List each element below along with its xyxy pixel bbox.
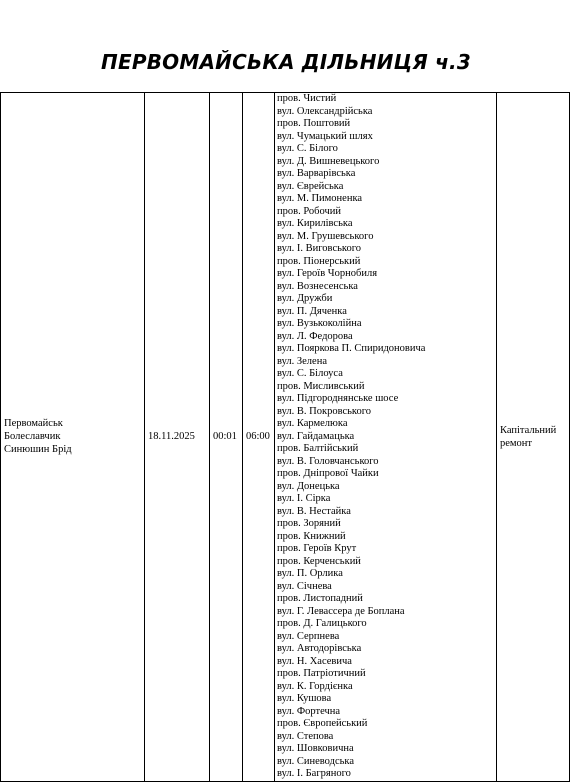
street-item: пров. Піонерський bbox=[277, 255, 361, 267]
street-item: вул. Г. Левассера де Боплана bbox=[277, 605, 405, 617]
street-item: пров. Листопадний bbox=[277, 593, 363, 604]
locality-name: Синюшин Брід bbox=[4, 444, 72, 456]
reason-text: ремонт bbox=[500, 437, 533, 449]
street-item: вул. В. Головчанського bbox=[277, 455, 379, 467]
street-item: вул. Вузькоколійна bbox=[277, 318, 362, 329]
street-item: пров. Поштовий bbox=[277, 118, 351, 129]
reason-text: Капітальний bbox=[500, 424, 557, 436]
street-item: пров. Книжний bbox=[277, 530, 346, 542]
page-title: ПЕРВОМАЙСЬКА ДІЛЬНИЦЯ ч.3 bbox=[101, 50, 471, 74]
street-item: вул. І. Виговського bbox=[277, 243, 361, 254]
outage-table bbox=[0, 92, 570, 782]
street-item: вул. І. Багряного bbox=[277, 768, 351, 779]
street-item: пров. Балтійський bbox=[277, 443, 359, 454]
street-item: пров. Чистий bbox=[277, 93, 337, 104]
street-item: пров. Робочий bbox=[277, 205, 341, 217]
table-row bbox=[1, 93, 570, 782]
street-item: вул. Л. Федорова bbox=[277, 330, 353, 342]
time-from-cell: 00:01 bbox=[210, 93, 243, 782]
street-item: вул. Степова bbox=[277, 730, 334, 742]
street-item: пров. Героїв Крут bbox=[277, 543, 357, 554]
street-item: вул. В. Покровського bbox=[277, 405, 372, 417]
locality-cell bbox=[1, 93, 145, 782]
street-item: вул. Вознесенська bbox=[277, 280, 358, 292]
street-item: пров. Зоряний bbox=[277, 518, 341, 529]
street-item: вул. Підгороднянське шосе bbox=[277, 393, 399, 404]
locality-name: Первомайськ bbox=[4, 418, 63, 430]
street-item: вул. Н. Хасевича bbox=[277, 655, 352, 667]
street-item: вул. К. Гордієнка bbox=[277, 680, 353, 692]
street-item: пров. Патріотичний bbox=[277, 668, 366, 679]
street-item: вул. В. Нестайка bbox=[277, 505, 351, 517]
date-cell: 18.11.2025 bbox=[145, 93, 210, 782]
street-item: вул. С. Білого bbox=[277, 143, 338, 154]
street-item: вул. І. Сірка bbox=[277, 493, 331, 504]
street-item: вул. Гайдамацька bbox=[277, 430, 355, 442]
street-item: вул. Кирилівська bbox=[277, 218, 353, 229]
locality-name: Болеславчик bbox=[4, 431, 61, 443]
streets-cell bbox=[275, 93, 497, 782]
street-item: вул. П. Орлика bbox=[277, 568, 343, 579]
street-item: вул. Єврейська bbox=[277, 180, 344, 192]
street-item: вул. С. Білоуса bbox=[277, 368, 343, 379]
street-item: пров. Д. Галицького bbox=[277, 618, 367, 629]
street-item: вул. П. Дяченка bbox=[277, 305, 347, 317]
street-item: пров. Європейський bbox=[277, 718, 368, 729]
street-item: пров. Дніпрової Чайки bbox=[277, 468, 379, 479]
street-item: вул. Зелена bbox=[277, 355, 327, 367]
street-item: вул. Варварівська bbox=[277, 168, 356, 179]
street-list bbox=[277, 93, 493, 781]
street-item: вул. Героїв Чорнобиля bbox=[277, 268, 378, 279]
street-item: вул. Січнева bbox=[277, 580, 332, 592]
street-item: пров. Мисливський bbox=[277, 380, 365, 392]
street-item: вул. Дружби bbox=[277, 293, 333, 304]
street-item: вул. Синеводська bbox=[277, 755, 355, 767]
street-item: пров. Керченський bbox=[277, 555, 361, 567]
street-item: вул. М. Грушевського bbox=[277, 230, 374, 242]
street-item: вул. М. Пимоненка bbox=[277, 193, 363, 204]
street-item: вул. Фортечна bbox=[277, 705, 341, 717]
street-item: вул. Кармелюка bbox=[277, 418, 348, 429]
time-to-cell: 06:00 bbox=[243, 93, 275, 782]
street-item: вул. Д. Вишневецького bbox=[277, 155, 380, 167]
street-item: вул. Чумацький шлях bbox=[277, 130, 373, 142]
reason-cell bbox=[497, 93, 570, 782]
street-item: вул. Шовковична bbox=[277, 743, 354, 754]
street-item: вул. Олександрійська bbox=[277, 105, 373, 117]
street-item: вул. Автодорівська bbox=[277, 643, 362, 654]
street-item: вул. Кушова bbox=[277, 693, 332, 704]
street-item: вул. Донецька bbox=[277, 480, 340, 492]
street-item: вул. Пояркова П. Спиридоновича bbox=[277, 343, 426, 354]
street-item: вул. Серпнева bbox=[277, 630, 340, 642]
